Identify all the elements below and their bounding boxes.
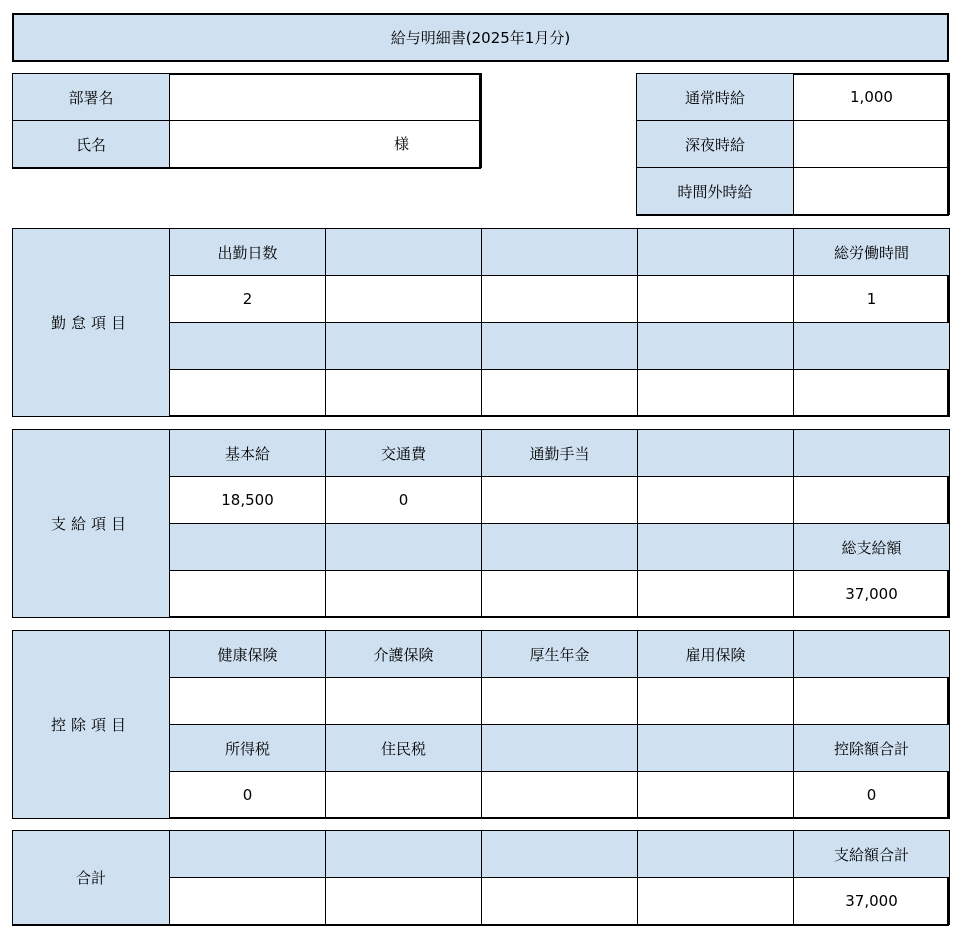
attendance-header-cell [638,229,794,276]
payments-value-cell[interactable] [326,571,482,618]
deductions-header-cell: 厚生年金 [482,631,638,678]
payments-value-cell[interactable] [794,477,950,524]
payments-header-cell [638,524,794,571]
totals-header-cell [482,831,638,878]
net-pay-label: 支給額合計 [794,831,950,878]
deductions-value-cell[interactable] [638,678,794,725]
attendance-value-cell[interactable] [638,276,794,323]
regular-rate-label: 通常時給 [637,74,794,121]
net-pay-value[interactable]: 37,000 [794,878,950,925]
gross-pay-value[interactable]: 37,000 [794,571,950,618]
attendance-value-cell[interactable] [170,370,326,417]
totals-section-label: 合計 [13,831,170,925]
overtime-rate-label: 時間外時給 [637,168,794,215]
deductions-value-cell[interactable] [638,772,794,819]
payments-value-cell[interactable] [170,571,326,618]
attendance-value-cell[interactable] [326,370,482,417]
department-label: 部署名 [13,74,170,121]
attendance-value-cell[interactable]: 1 [794,276,950,323]
payments-header-cell: 通勤手当 [482,430,638,477]
payments-header-cell [638,430,794,477]
deductions-header-cell: 介護保険 [326,631,482,678]
name-suffix: 様 [394,135,410,153]
deductions-header-cell: 住民税 [326,725,482,772]
overtime-rate-value[interactable] [794,168,950,215]
attendance-value-cell[interactable] [326,276,482,323]
total-deductions-value[interactable]: 0 [794,772,950,819]
attendance-value-cell[interactable] [482,276,638,323]
attendance-section-label: 勤怠項目 [13,229,170,417]
total-deductions-label: 控除額合計 [794,725,950,772]
night-rate-label: 深夜時給 [637,121,794,168]
regular-rate-value[interactable]: 1,000 [794,74,950,121]
deductions-value-cell[interactable] [326,772,482,819]
totals-header-cell [638,831,794,878]
department-field[interactable] [170,74,482,121]
payments-value-cell[interactable]: 18,500 [170,477,326,524]
deductions-section [12,630,949,819]
totals-section [12,830,949,926]
payments-value-cell[interactable] [638,477,794,524]
night-rate-value[interactable] [794,121,950,168]
totals-value-cell[interactable] [638,878,794,925]
attendance-value-cell[interactable] [794,370,950,417]
gross-pay-label: 総支給額 [794,524,950,571]
totals-header-cell [170,831,326,878]
totals-value-cell[interactable] [482,878,638,925]
deductions-header-cell [482,725,638,772]
deductions-value-cell[interactable]: 0 [170,772,326,819]
attendance-header-cell [170,323,326,370]
payments-header-cell [170,524,326,571]
deductions-header-cell: 健康保険 [170,631,326,678]
name-label: 氏名 [13,121,170,168]
deductions-header-cell: 雇用保険 [638,631,794,678]
payments-value-cell[interactable]: 0 [326,477,482,524]
totals-header-cell [326,831,482,878]
payments-header-cell [794,430,950,477]
name-field[interactable] [170,121,482,168]
attendance-header-cell: 総労働時間 [794,229,950,276]
deductions-value-cell[interactable] [170,678,326,725]
attendance-header-cell [482,229,638,276]
payslip-title-text: 給与明細書(2025年1月分) [390,29,571,47]
payments-header-cell [482,524,638,571]
hourly-rate-box [636,73,949,216]
payments-value-cell[interactable] [482,571,638,618]
deductions-value-cell[interactable] [326,678,482,725]
totals-value-cell[interactable] [170,878,326,925]
attendance-header-cell [794,323,950,370]
payments-value-cell[interactable] [638,571,794,618]
employee-info-box [12,73,481,169]
payments-value-cell[interactable] [482,477,638,524]
attendance-section [12,228,949,417]
deductions-value-cell[interactable] [482,772,638,819]
payslip-title [12,13,949,62]
attendance-header-cell [482,323,638,370]
attendance-header-cell [638,323,794,370]
payments-header-cell [326,524,482,571]
attendance-header-cell: 出勤日数 [170,229,326,276]
deductions-value-cell[interactable] [794,678,950,725]
deductions-value-cell[interactable] [482,678,638,725]
payments-section-label: 支給項目 [13,430,170,618]
deductions-header-cell [794,631,950,678]
attendance-value-cell[interactable]: 2 [170,276,326,323]
totals-value-cell[interactable] [326,878,482,925]
deductions-section-label: 控除項目 [13,631,170,819]
deductions-header-cell: 所得税 [170,725,326,772]
attendance-value-cell[interactable] [482,370,638,417]
deductions-header-cell [638,725,794,772]
payments-section [12,429,949,618]
attendance-header-cell [326,323,482,370]
payments-header-cell: 基本給 [170,430,326,477]
payments-header-cell: 交通費 [326,430,482,477]
attendance-value-cell[interactable] [638,370,794,417]
attendance-header-cell [326,229,482,276]
